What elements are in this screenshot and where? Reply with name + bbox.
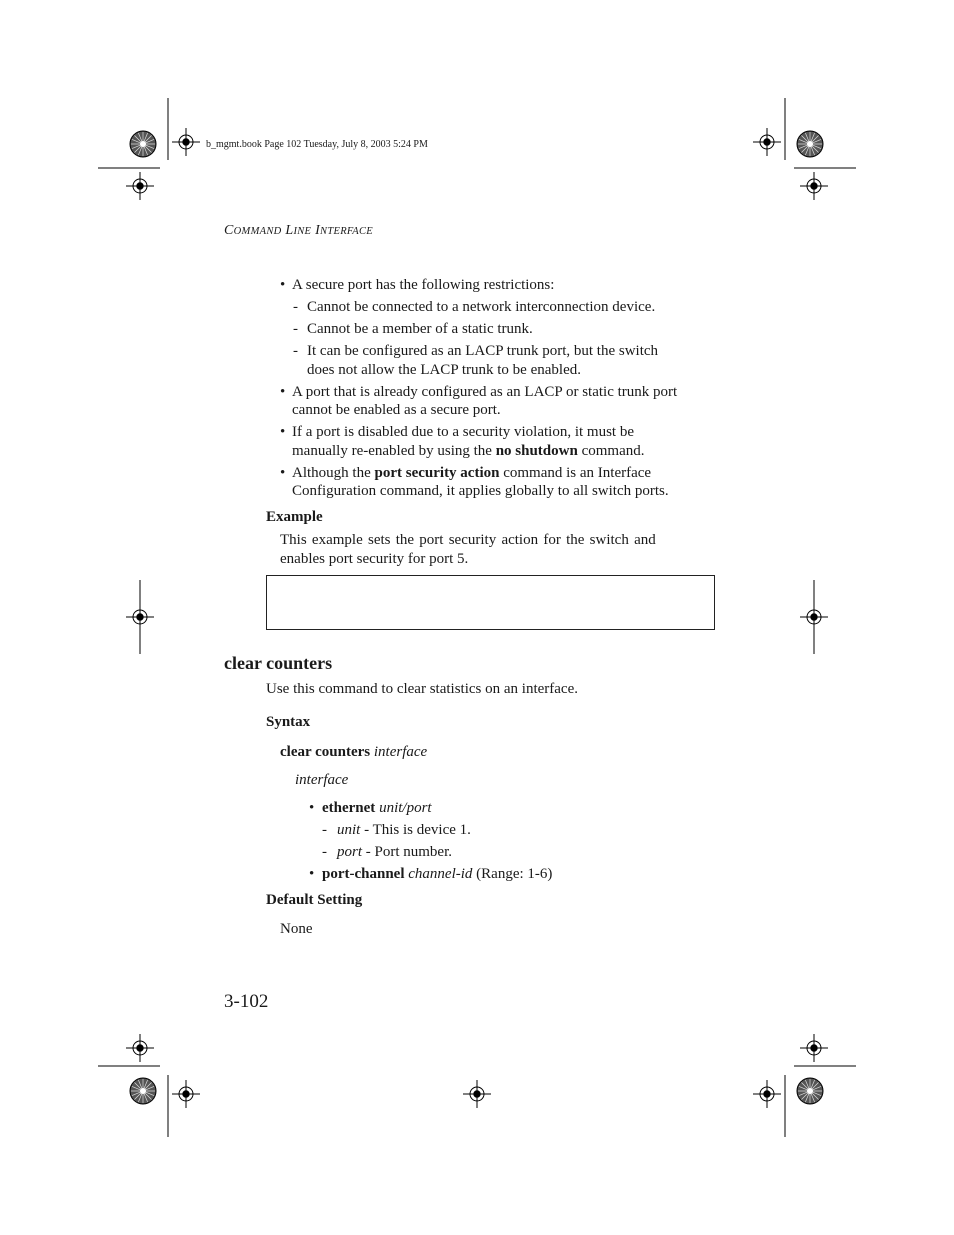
list-item: - unit - This is device 1. — [322, 822, 471, 838]
example-code-box — [266, 575, 715, 630]
example-description: This example sets the port security action for the switch and enables port security for port 5. — [280, 532, 656, 567]
example-heading: Example — [266, 509, 323, 525]
print-header: b_mgmt.book Page 102 Tuesday, July 8, 2003 5:24 PM — [206, 139, 428, 150]
syntax-line: clear counters interface — [280, 744, 428, 760]
list-item: • A secure port has the following restrictions: — [280, 277, 555, 293]
list-item-continuation: manually re-enabled by using the no shutdown command. — [292, 442, 645, 459]
list-item: - Cannot be a member of a static trunk. — [293, 321, 533, 337]
syntax-heading: Syntax — [266, 714, 311, 730]
list-item: • Although the port security action command is an Interface — [280, 464, 652, 481]
list-item: • If a port is disabled due to a security violation, it must be — [280, 424, 635, 440]
list-item: - Cannot be connected to a network interconnection device. — [293, 299, 656, 315]
list-item-continuation: does not allow the LACP trunk to be enabled. — [307, 361, 581, 378]
running-head: COMMAND LINE INTERFACE — [224, 223, 374, 238]
section-title: clear counters — [224, 653, 333, 673]
restrictions-list — [280, 276, 730, 501]
command-keyword: port security action — [374, 464, 500, 481]
default-setting-heading: Default Setting — [266, 892, 363, 908]
list-item: - It can be configured as an LACP trunk port, but the switch — [293, 343, 659, 359]
list-item-continuation: cannot be enabled as a secure port. — [292, 402, 501, 418]
list-item-continuation: Configuration command, it applies globally to all switch ports. — [292, 483, 669, 499]
page-number: 3-102 — [224, 991, 269, 1012]
list-item: • A port that is already configured as an LACP or static trunk port — [280, 383, 678, 400]
parameter-options — [309, 799, 709, 884]
default-setting-value: None — [280, 921, 313, 937]
section-description: Use this command to clear statistics on an interface. — [266, 681, 578, 697]
parameter-name: interface — [295, 772, 349, 788]
list-item: - port - Port number. — [322, 844, 453, 860]
command-keyword: no shutdown — [495, 442, 578, 459]
list-item: • ethernet unit/port — [309, 800, 432, 816]
list-item: • port-channel channel-id (Range: 1-6) — [309, 866, 553, 882]
